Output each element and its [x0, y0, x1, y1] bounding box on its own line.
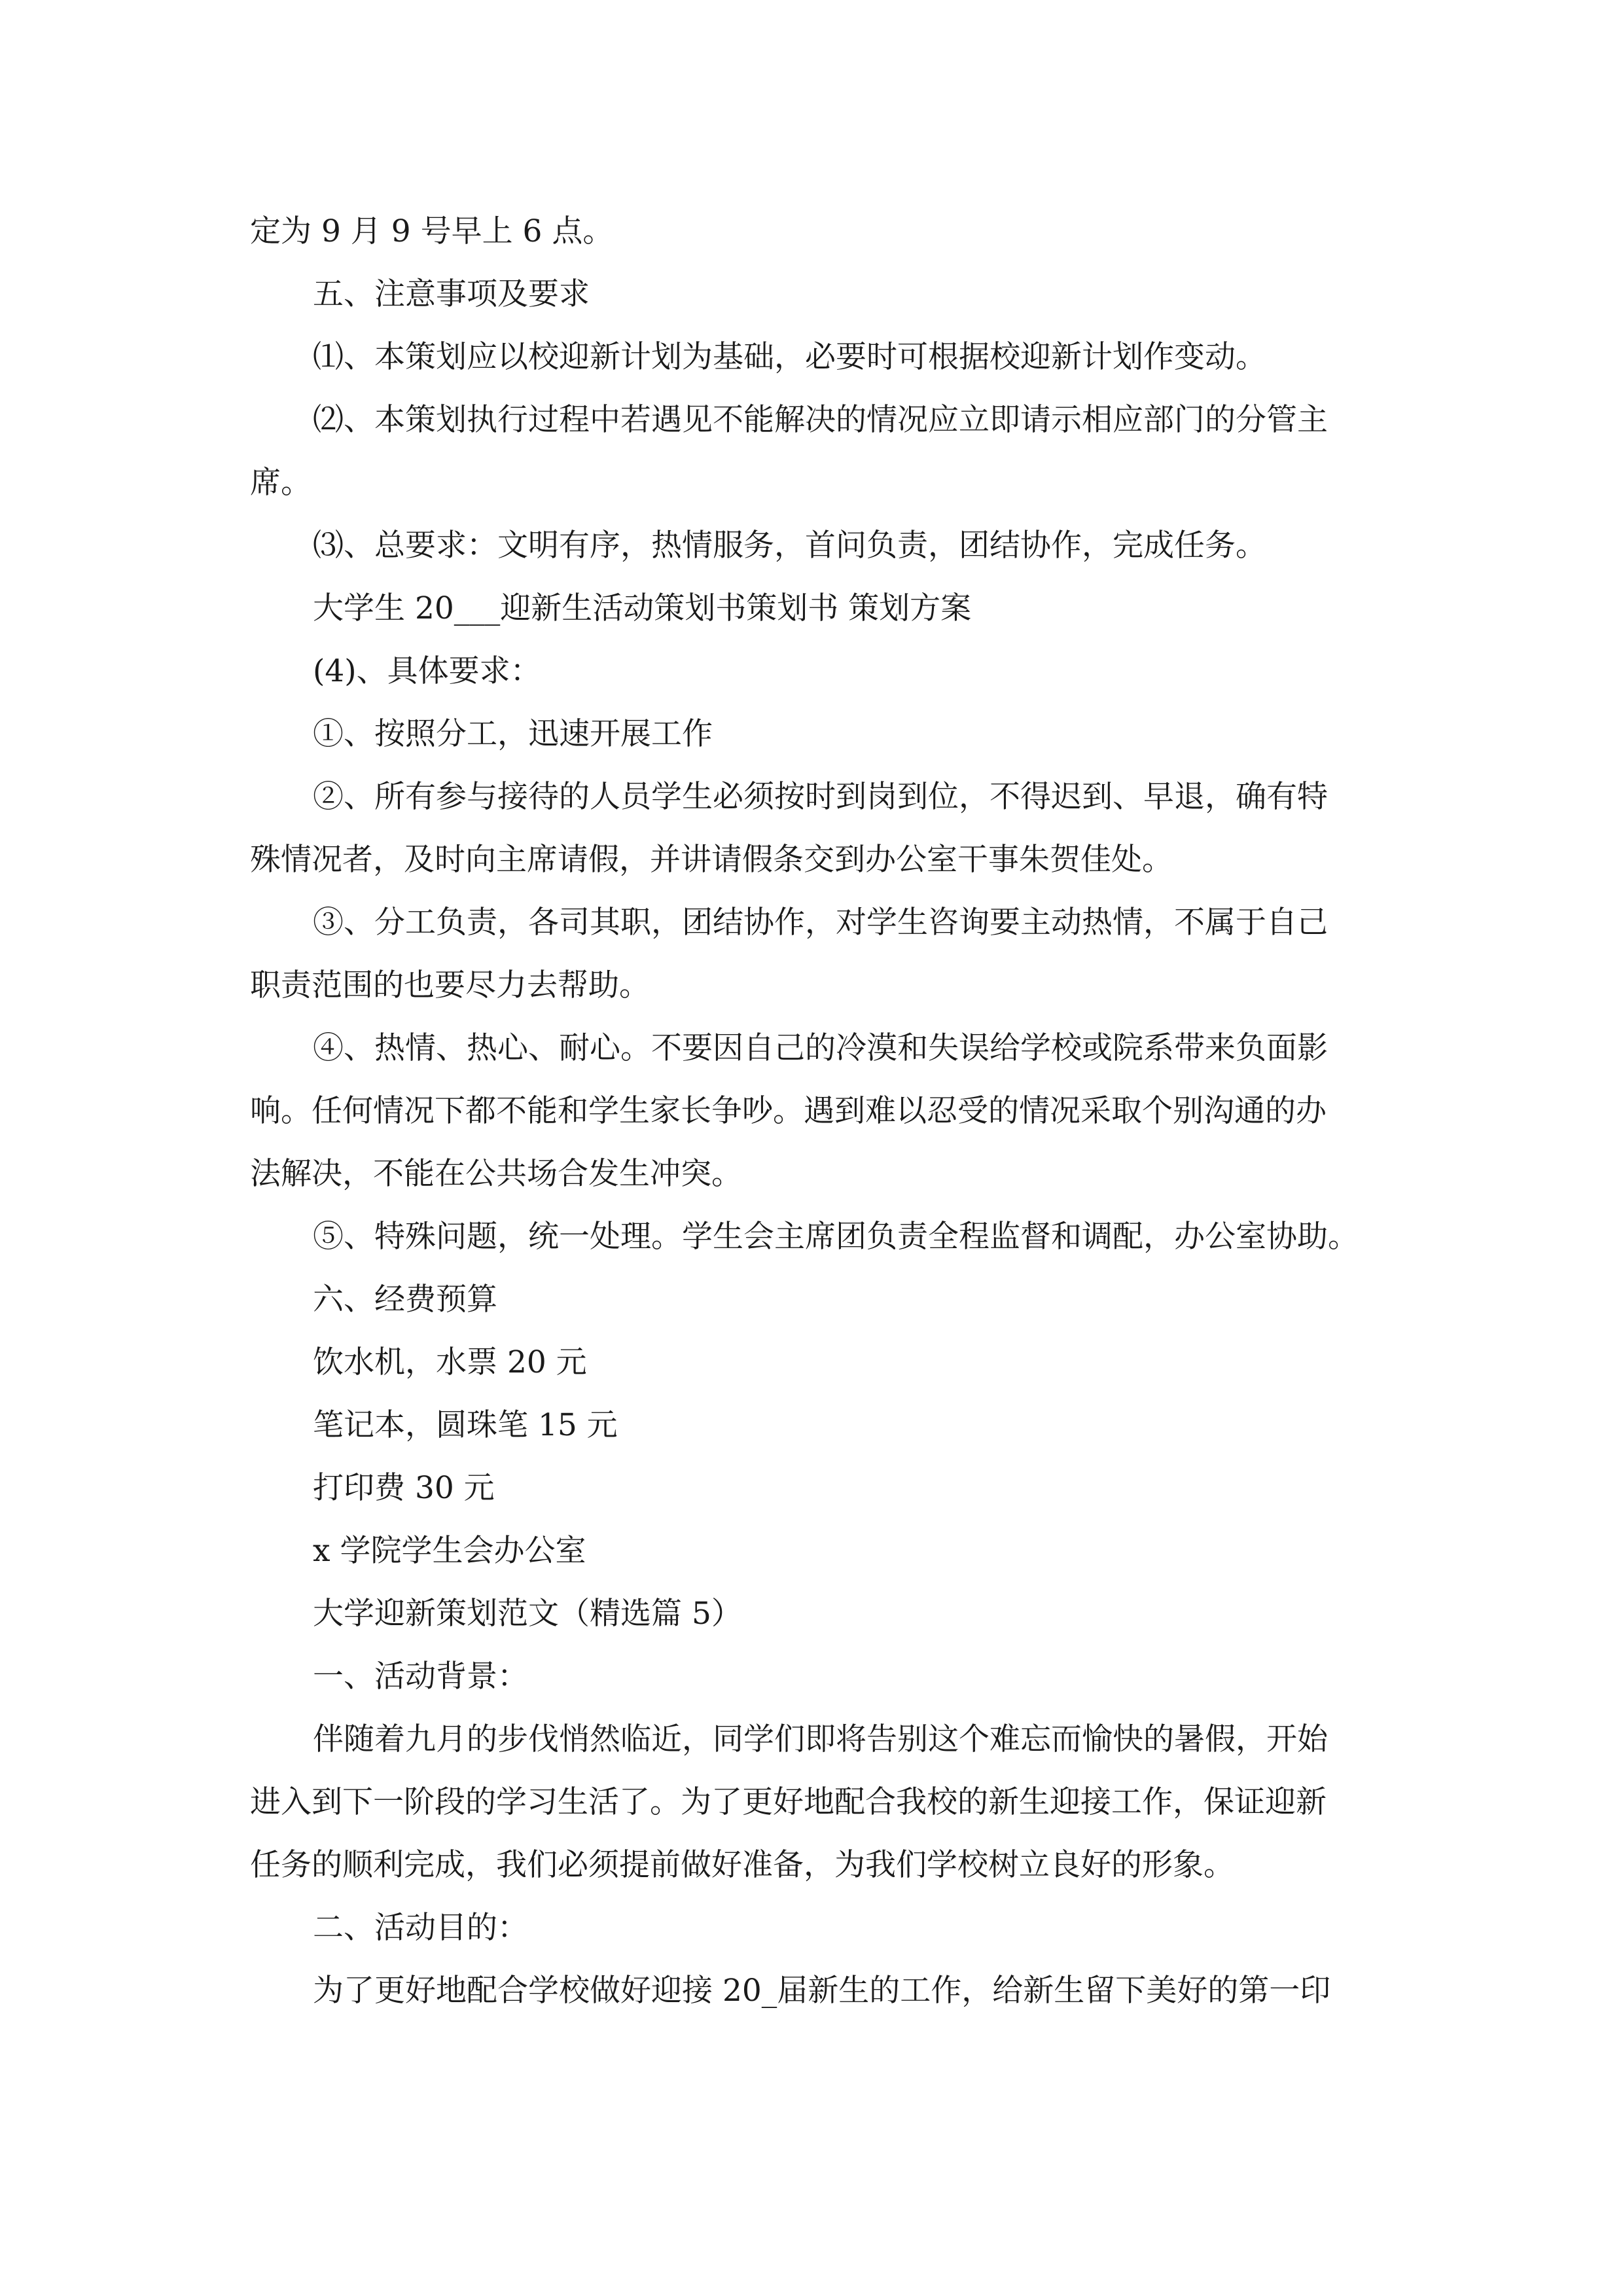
text-line: 饮水机，水票 20 元: [313, 1344, 587, 1380]
text-line: 法解决，不能在公共场合发生冲突。: [250, 1156, 742, 1192]
text-line: ②、所有参与接待的人员学生必须按时到岗到位，不得迟到、早退，确有特: [313, 779, 1328, 815]
text-line: x 学院学生会办公室: [313, 1533, 586, 1569]
section-heading: 一、活动背景：: [313, 1659, 528, 1695]
text-line: 定为 9 月 9 号早上 6 点。: [250, 213, 614, 249]
text-line: ⑶、总要求：文明有序，热情服务，首问负责，团结协作，完成任务。: [313, 528, 1266, 564]
section-title: 大学迎新策划范文（精选篇 5）: [313, 1596, 742, 1632]
section-heading: 五、注意事项及要求: [313, 276, 590, 312]
text-line: 殊情况者，及时向主席请假，并讲请假条交到办公室干事朱贺佳处。: [250, 842, 1173, 878]
text-line: 为了更好地配合学校做好迎接 20_届新生的工作，给新生留下美好的第一印: [313, 1973, 1331, 2009]
text-line: 响。任何情况下都不能和学生家长争吵。遇到难以忍受的情况采取个别沟通的办: [250, 1093, 1327, 1129]
text-line: ⑵、本策划执行过程中若遇见不能解决的情况应立即请示相应部门的分管主: [313, 402, 1328, 438]
text-line: (4)、具体要求：: [313, 653, 541, 689]
text-line: ④、热情、热心、耐心。不要因自己的冷漠和失误给学校或院系带来负面影: [313, 1030, 1328, 1066]
text-line: ①、按照分工，迅速开展工作: [313, 716, 713, 752]
section-heading: 二、活动目的：: [313, 1910, 528, 1946]
text-line: 大学生 20___迎新生活动策划书策划书 策划方案: [313, 590, 972, 626]
text-line: ⑴、本策划应以校迎新计划为基础，必要时可根据校迎新计划作变动。: [313, 339, 1266, 375]
text-line: ⑤、特殊问题，统一处理。学生会主席团负责全程监督和调配，办公室协助。: [313, 1219, 1359, 1255]
document-body: [250, 200, 1389, 2022]
text-line: 职责范围的也要尽力去帮助。: [250, 967, 650, 1003]
text-line: 笔记本，圆珠笔 15 元: [313, 1407, 618, 1443]
section-heading: 六、经费预算: [313, 1282, 497, 1318]
text-line: 打印费 30 元: [313, 1470, 495, 1506]
text-line: 进入到下一阶段的学习生活了。为了更好地配合我校的新生迎接工作，保证迎新: [250, 1784, 1327, 1820]
text-line: ③、分工负责，各司其职，团结协作，对学生咨询要主动热情，不属于自己: [313, 905, 1328, 941]
text-line: 席。: [250, 465, 312, 501]
text-line: 伴随着九月的步伐悄然临近，同学们即将告别这个难忘而愉快的暑假，开始: [313, 1721, 1328, 1757]
text-line: 任务的顺利完成，我们必须提前做好准备，为我们学校树立良好的形象。: [250, 1847, 1234, 1883]
